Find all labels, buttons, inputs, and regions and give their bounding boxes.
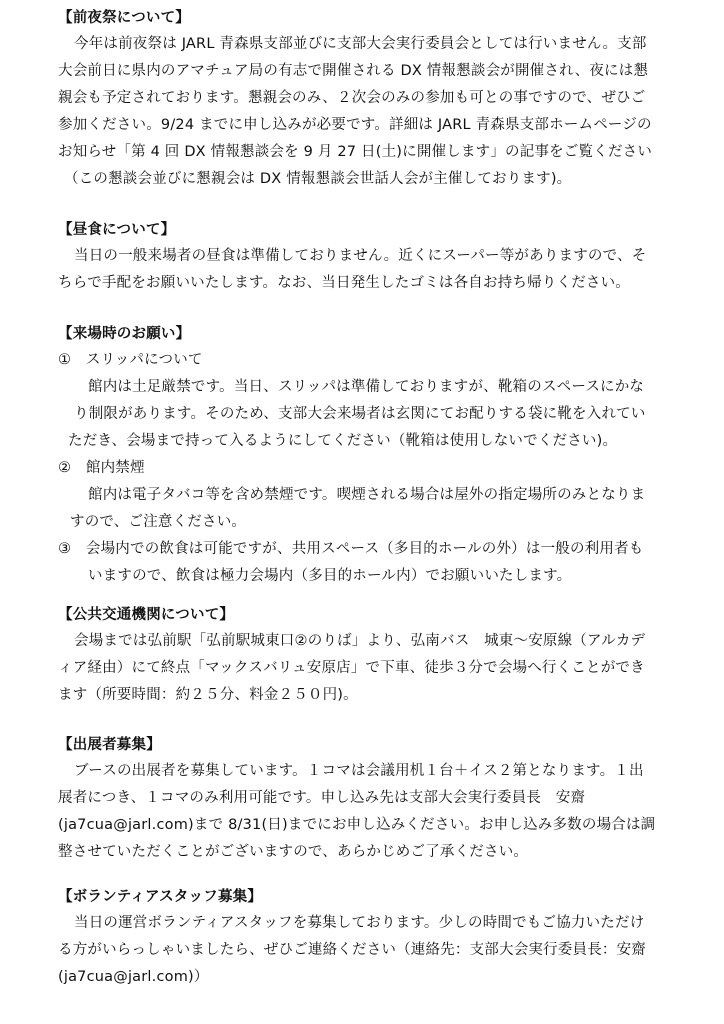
section-volunteer	[58, 885, 670, 991]
paragraph-line: り制限があります。そのため、支部大会来場者は玄関にてお配りする袋に靴を入れてい	[74, 406, 646, 422]
paragraph-line: (ja7cua@jarl.com)まで 8/31(日)までにお申し込みください。お申し込み多数の場合は調	[58, 817, 656, 833]
paragraph-line: 館内は土足厳禁です。当日、スリッパは準備しておりますが、靴箱のスペースにかな	[88, 379, 645, 395]
paragraph-line: ィア経由）にて終点「マックスバリュ安原店」で下車、徒歩３分で会場へ行くことができ	[58, 660, 645, 676]
section-raijo	[58, 322, 670, 590]
section-shutensha	[58, 733, 670, 866]
section-heading: 【ボランティアスタッフ募集】	[58, 889, 263, 905]
section-kotsu	[58, 603, 670, 709]
paragraph-line: ただき、会場まで持って入るようにしてください（靴箱は使用しないでください)。	[68, 433, 618, 449]
section-heading: 【前夜祭について】	[58, 10, 191, 26]
section-heading: 【公共交通機関について】	[58, 607, 235, 623]
paragraph-line: 館内は電子タバコ等を含め禁煙です。喫煙される場合は屋外の指定場所のみとなりま	[88, 487, 646, 503]
section-heading: 【昼食について】	[58, 222, 176, 238]
section-zenyasai	[58, 6, 670, 193]
paragraph-line: ちらで手配をお願いいたします。なお、当日発生したゴミは各自お持ち帰りください。	[58, 275, 630, 291]
paragraph-line: 今年は前夜祭は JARL 青森県支部並びに支部大会実行委員会としては行いません。支部	[74, 36, 647, 52]
paragraph-line: （この懇談会並びに懇親会は DX 情報懇談会世話人会が主催しております)。	[64, 171, 572, 187]
paragraph-line: 会場までは弘前駅「弘前駅城東口②のりば」より、弘南バス 城東～安原線（アルカデ	[74, 633, 646, 649]
paragraph-line: ます（所要時間：約２５分、料金２５０円)。	[58, 687, 358, 703]
list-item-title: ③ 会場内での飲食は可能ですが、共用スペース（多目的ホールの外）は一般の利用者も	[58, 541, 644, 557]
section-chushoku	[58, 218, 670, 297]
list-item-title: ① スリッパについて	[58, 352, 203, 368]
paragraph-line: (ja7cua@jarl.com)）	[58, 969, 209, 985]
paragraph-line: ブースの出展者を募集しています。１コマは会議用机１台＋イス２第となります。１出	[74, 763, 644, 779]
paragraph-line: 大会前日に県内のアマチュア局の有志で開催される DX 情報懇談会が開催され、夜には懇	[58, 63, 649, 79]
paragraph-line: いますので、飲食は極力会場内（多目的ホール内）でお願いいたします。	[88, 568, 572, 584]
paragraph-line: すので、ご注意ください。	[70, 514, 247, 530]
paragraph-line: る方がいらっしゃいましたら、ぜひご連絡ください（連絡先：支部大会実行委員長：安齋	[58, 942, 646, 958]
paragraph-line: 当日の運営ボランティアスタッフを募集しております。少しの時間でもご協力いただけ	[74, 915, 645, 931]
paragraph-line: 親会も予定されております。懇親会のみ、２次会のみの参加も可との事ですので、ぜひご	[58, 90, 646, 106]
paragraph-line: お知らせ「第 4 回 DX 情報懇談会を 9 月 27 日(土)に開催します」の記事をご覧ください	[58, 144, 653, 160]
section-heading: 【出展者募集】	[58, 737, 161, 753]
list-item-title: ② 館内禁煙	[58, 460, 145, 476]
paragraph-line: 整させていただくことがございますので、あらかじめご了承ください。	[58, 844, 529, 860]
paragraph-line: 参加ください。9/24 までに申し込みが必要です。詳細は JARL 青森県支部ホームページの	[58, 117, 652, 133]
paragraph-line: 当日の一般来場者の昼食は準備しておりません。近くにスーパー等がありますので、そ	[74, 248, 647, 264]
section-heading: 【来場時のお願い】	[58, 326, 191, 342]
paragraph-line: 展者につき、１コマのみ利用可能です。申し込み先は支部大会実行委員長 安齋	[58, 790, 586, 806]
